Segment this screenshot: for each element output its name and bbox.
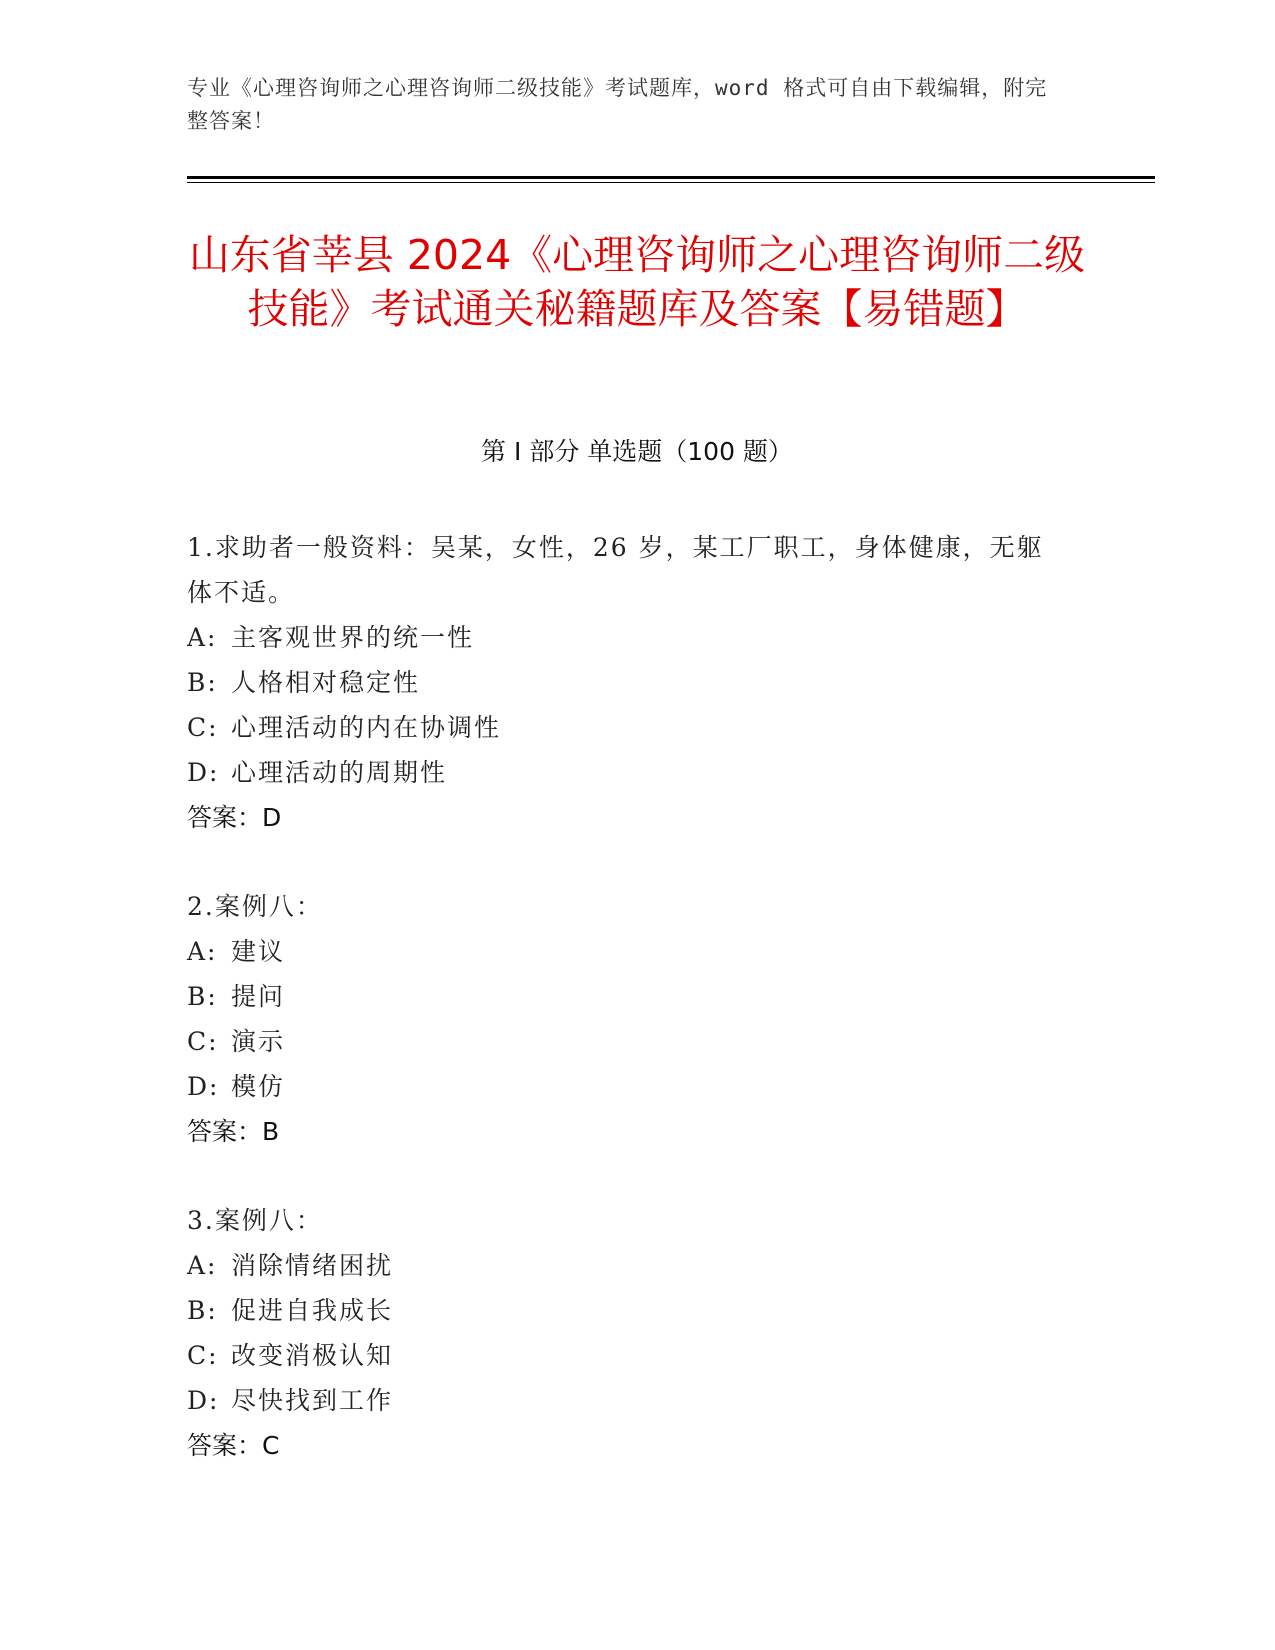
- question-1: [187, 525, 1067, 840]
- option-letter: C:: [187, 713, 219, 742]
- option-b: [187, 660, 1067, 705]
- option-b: [187, 974, 1067, 1019]
- option-text: 促进自我成长: [231, 1296, 394, 1325]
- option-a: [187, 1243, 1067, 1288]
- option-a: [187, 615, 1067, 660]
- option-c: [187, 1019, 1067, 1064]
- option-letter: A:: [187, 937, 218, 966]
- option-letter: D:: [187, 758, 220, 787]
- option-text: 改变消极认知: [231, 1341, 394, 1370]
- question-2: [187, 884, 1067, 1154]
- answer-line: 答案：C: [187, 1431, 280, 1460]
- question-list: [187, 525, 1067, 1512]
- option-letter: D:: [187, 1386, 220, 1415]
- option-letter: B:: [187, 1296, 218, 1325]
- option-d: [187, 1064, 1067, 1109]
- option-text: 建议: [231, 937, 286, 966]
- option-letter: B:: [187, 982, 218, 1011]
- document-title: 山东省莘县 2024《心理咨询师之心理咨询师二级技能》考试通关秘籍题库及答案【易错题】: [188, 231, 1086, 333]
- question-stem: 3.案例八：: [187, 1206, 323, 1235]
- option-d: [187, 1378, 1067, 1423]
- question-3: [187, 1198, 1067, 1468]
- option-text: 人格相对稳定性: [231, 668, 421, 697]
- header-note: 专业《心理咨询师之心理咨询师二级技能》考试题库，word 格式可自由下载编辑，附完整答案！: [187, 76, 1048, 133]
- option-letter: C:: [187, 1027, 219, 1056]
- option-c: [187, 705, 1067, 750]
- question-stem: 2.案例八：: [187, 892, 323, 921]
- option-letter: A:: [187, 1251, 218, 1280]
- option-text: 主客观世界的统一性: [231, 623, 475, 652]
- answer-line: 答案：D: [187, 803, 282, 832]
- question-stem: 1.求助者一般资料：吴某，女性，26 岁，某工厂职工，身体健康，无躯体不适。: [187, 533, 1044, 607]
- option-d: [187, 750, 1067, 795]
- option-letter: B:: [187, 668, 218, 697]
- header-divider-thick: [187, 176, 1155, 179]
- option-text: 心理活动的周期性: [231, 758, 448, 787]
- option-text: 心理活动的内在协调性: [231, 713, 502, 742]
- header-divider-thin: [187, 182, 1155, 183]
- option-text: 模仿: [231, 1072, 286, 1101]
- option-text: 提问: [231, 982, 286, 1011]
- option-text: 尽快找到工作: [231, 1386, 394, 1415]
- option-letter: D:: [187, 1072, 220, 1101]
- option-letter: C:: [187, 1341, 219, 1370]
- option-text: 消除情绪困扰: [231, 1251, 394, 1280]
- option-a: [187, 929, 1067, 974]
- answer-line: 答案：B: [187, 1117, 280, 1146]
- option-b: [187, 1288, 1067, 1333]
- section-heading: 第 I 部分 单选题（100 题）: [481, 437, 793, 466]
- option-letter: A:: [187, 623, 218, 652]
- option-text: 演示: [231, 1027, 286, 1056]
- option-c: [187, 1333, 1067, 1378]
